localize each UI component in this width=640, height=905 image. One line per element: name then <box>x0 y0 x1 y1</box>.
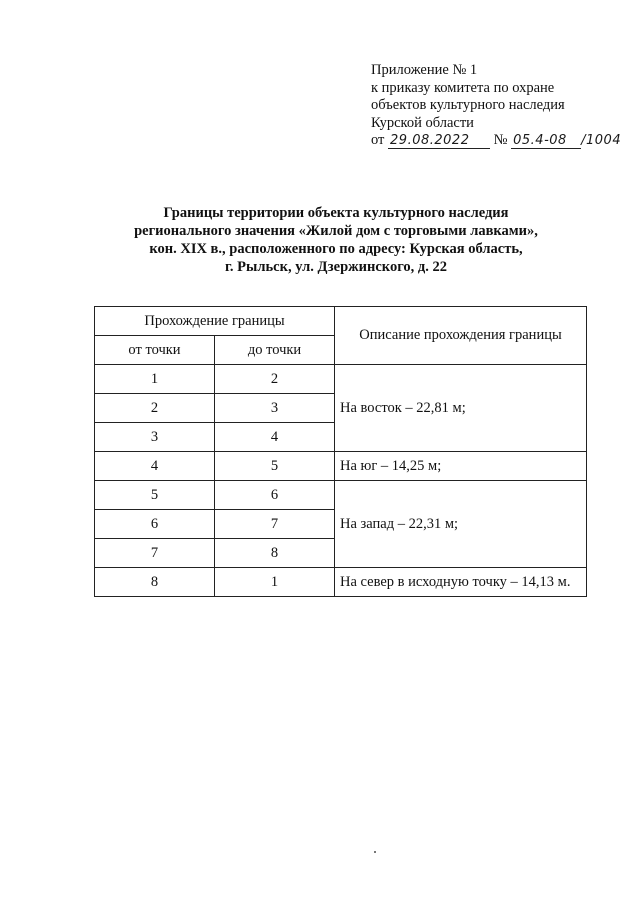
point-from: 3 <box>95 423 215 452</box>
table-row <box>95 568 587 597</box>
point-to: 4 <box>215 423 335 452</box>
point-from: 4 <box>95 452 215 481</box>
title-line-1: Границы территории объекта культурного наследия <box>163 205 509 221</box>
point-from: 2 <box>95 394 215 423</box>
title-line-3: кон. XIX в., расположенного по адресу: Курская область, <box>149 241 523 257</box>
point-from: 6 <box>95 510 215 539</box>
appendix-number: Приложение № 1 <box>371 62 478 78</box>
point-from: 8 <box>95 568 215 597</box>
point-to: 8 <box>215 539 335 568</box>
table-row <box>95 365 587 394</box>
appendix-region: Курской области <box>371 114 474 131</box>
order-number-suffix: /1004 <box>581 133 622 148</box>
date-prefix: от <box>371 132 385 148</box>
header-description: Описание прохождения границы <box>335 307 587 365</box>
description-south: На юг – 14,25 м; <box>335 452 587 481</box>
point-from: 7 <box>95 539 215 568</box>
title-line-2: регионального значения «Жилой дом с торговыми лавками», <box>134 223 538 239</box>
title-line-4: г. Рыльск, ул. Дзержинского, д. 22 <box>224 259 448 275</box>
document-title <box>90 204 582 276</box>
point-to: 7 <box>215 510 335 539</box>
table-row <box>95 452 587 481</box>
description-north: На север в исходную точку – 14,13 м. <box>335 568 587 597</box>
point-to: 5 <box>215 452 335 481</box>
point-from: 1 <box>95 365 215 394</box>
point-to: 1 <box>215 568 335 597</box>
number-prefix: № <box>493 132 508 148</box>
point-to: 3 <box>215 394 335 423</box>
boundary-table <box>94 306 587 597</box>
table-row <box>95 481 587 510</box>
appendix-block <box>371 62 633 150</box>
appendix-committee: объектов культурного наследия <box>371 97 565 113</box>
point-to: 6 <box>215 481 335 510</box>
header-from: от точки <box>95 336 215 365</box>
point-to: 2 <box>215 365 335 394</box>
appendix-order-ref: к приказу комитета по охране <box>371 79 555 96</box>
scan-speck <box>374 851 376 853</box>
table-header-row <box>95 307 587 336</box>
description-west: На запад – 22,31 м; <box>335 481 587 568</box>
point-from: 5 <box>95 481 215 510</box>
order-date: 29.08.2022 <box>388 133 490 149</box>
order-number: 05.4-08 <box>511 133 581 149</box>
header-to: до точки <box>215 336 335 365</box>
appendix-date-line <box>371 132 633 150</box>
description-east: На восток – 22,81 м; <box>335 365 587 452</box>
header-passage: Прохождение границы <box>95 307 335 336</box>
